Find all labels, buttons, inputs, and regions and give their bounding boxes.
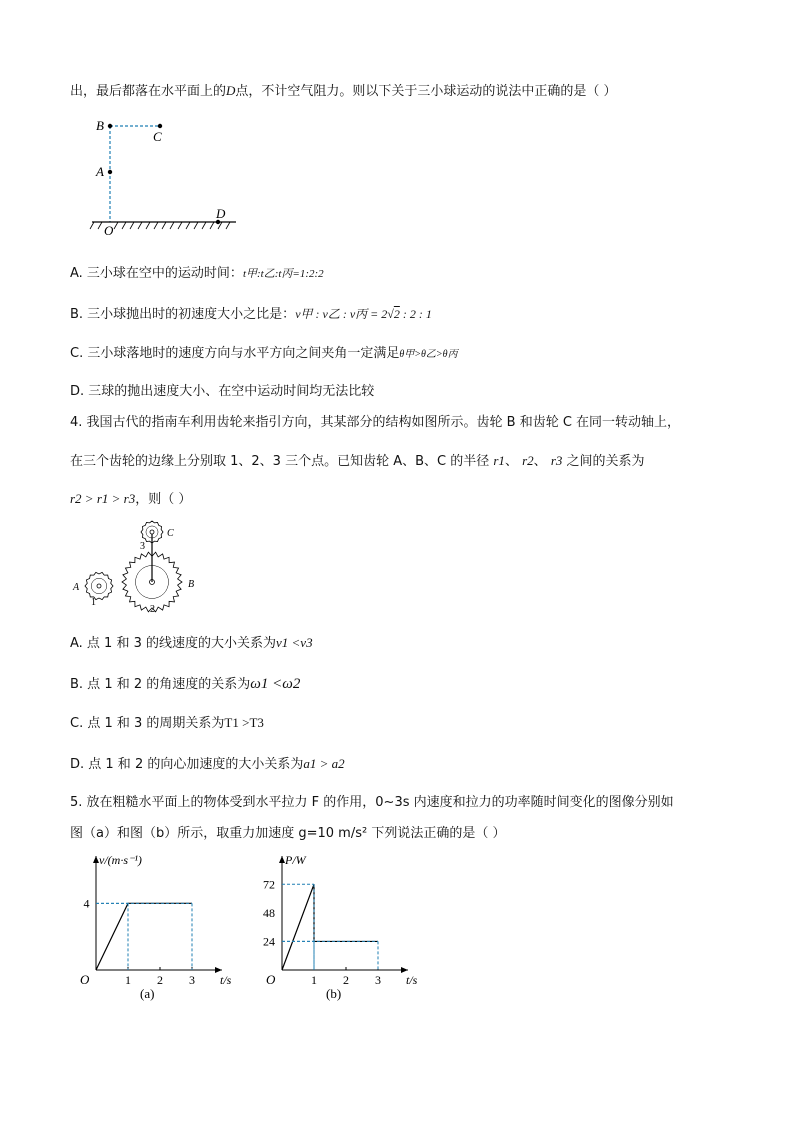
series-line	[282, 884, 378, 970]
q4-r1: r1	[493, 453, 505, 468]
y-tick-label: 24	[263, 934, 275, 949]
q4-option-b-text: B. 点 1 和 2 的角速度的关系为	[70, 677, 251, 692]
gear-a	[85, 572, 113, 599]
q4-option-c-text: C. 点 1 和 3 的周期关系为	[70, 716, 225, 731]
q4-option-c-math: T1 >T3	[224, 715, 264, 730]
gear-label-b: B	[188, 579, 195, 590]
option-a-text: A. 三小球在空中的运动时间：	[70, 266, 243, 281]
q4-option-c[interactable]	[70, 712, 264, 731]
option-b-text: B. 三小球抛出时的初速度大小之比是：	[70, 307, 296, 322]
q4-radius-relation: r2 > r1 > r3	[70, 491, 136, 506]
q3-intro-text-2: 点，不计空气阻力。则以下关于三小球运动的说法中正确的是（ ）	[235, 84, 617, 99]
x-tick-label: 1	[125, 973, 131, 987]
q4-option-d[interactable]	[70, 753, 345, 772]
option-c-text: C. 三小球落地时的速度方向与水平方向之间夹角一定满足	[70, 346, 400, 361]
label-d: D	[216, 206, 226, 221]
x-axis-label: t/s	[220, 973, 232, 987]
chart-a	[72, 852, 242, 1004]
q4-line3-tail: ，则（ ）	[135, 492, 192, 507]
q4-line2	[70, 450, 645, 469]
origin-label: O	[266, 972, 276, 987]
y-axis-label: v/(m·s⁻¹)	[99, 853, 142, 867]
y-tick-label: 72	[263, 877, 275, 892]
q4-option-b-math: ω1 <ω2	[250, 676, 301, 692]
x-tick-label: 3	[375, 973, 381, 987]
y-tick-label: 4	[83, 896, 90, 911]
gear-point-2: 2	[150, 604, 155, 615]
option-b-root: 2	[393, 307, 400, 321]
x-axis-label: t/s	[406, 973, 418, 987]
option-b-math-2: : 2 : 1	[399, 307, 432, 321]
q4-line2-text-2: 之间的关系为	[566, 454, 645, 469]
point-c	[158, 124, 162, 128]
origin-label: O	[80, 972, 90, 987]
q3-figure	[88, 112, 248, 237]
q3-option-a[interactable]	[70, 262, 324, 281]
q3-option-c[interactable]	[70, 342, 458, 361]
q4-gear-figure	[70, 520, 220, 615]
point-b	[108, 124, 112, 128]
gear-point-1: 1	[91, 597, 96, 608]
x-tick-label: 3	[189, 973, 195, 987]
gear-label-c: C	[167, 528, 174, 539]
q5-line2: 图（a）和图（b）所示，取重力加速度 g=10 m/s² 下列说法正确的是（ ）	[70, 826, 506, 841]
x-tick-label: 2	[343, 973, 349, 987]
gear-label-a: A	[73, 582, 80, 593]
x-tick-label: 2	[157, 973, 163, 987]
q4-line1: 4. 我国古代的指南车利用齿轮来指引方向，其某部分的结构如图所示。齿轮 B 和齿轮 C 在同一转动轴上，	[70, 415, 681, 430]
q4-sep2: 、	[533, 454, 547, 469]
q4-option-d-text: D. 点 1 和 2 的向心加速度的大小关系为	[70, 757, 304, 772]
point-a	[108, 170, 112, 174]
x-tick-label: 1	[311, 973, 317, 987]
y-axis-label: P/W	[285, 853, 306, 867]
chart-b	[258, 852, 428, 1004]
chart-caption: (b)	[326, 986, 342, 1001]
chart-caption: (a)	[140, 986, 155, 1001]
q3-intro-point: D	[226, 83, 236, 98]
q4-option-b[interactable]	[70, 673, 300, 693]
series-line	[96, 903, 192, 970]
option-b-math: v甲 : v乙 : v丙 = 2	[295, 307, 388, 321]
q4-r3: r3	[550, 453, 563, 468]
gear-point-3: 3	[140, 541, 145, 552]
option-d-text: D. 三球的抛出速度大小、在空中运动时间均无法比较	[70, 384, 375, 399]
q4-r2: r2	[522, 453, 534, 468]
q4-option-d-math: a1 > a2	[303, 756, 345, 771]
y-tick-label: 48	[263, 905, 275, 920]
option-c-math: θ甲>θ乙>θ丙	[399, 349, 458, 360]
q4-line3	[70, 488, 191, 507]
q4-option-a-text: A. 点 1 和 3 的线速度的大小关系为	[70, 636, 277, 651]
label-o: O	[104, 223, 114, 237]
q3-intro	[70, 80, 617, 99]
q3-option-d[interactable]	[70, 380, 374, 399]
q5-line1: 5. 放在粗糙水平面上的物体受到水平拉力 F 的作用，0~3s 内速度和拉力的功率随时间变化的图像分别如	[70, 795, 674, 810]
q4-line2-text: 在三个齿轮的边缘上分别取 1、2、3 三个点。已知齿轮 A、B、C 的半径	[70, 454, 490, 469]
q4-option-a-math: v1 <v3	[276, 635, 313, 650]
label-c: C	[153, 129, 162, 144]
label-b: B	[96, 118, 104, 133]
option-a-math: t甲:t乙:t丙=1:2:2	[242, 268, 324, 280]
q4-option-a[interactable]	[70, 632, 313, 651]
label-a: A	[96, 164, 104, 179]
q3-intro-text: 出，最后都落在水平面上的	[70, 84, 227, 99]
q3-option-b[interactable]: B. 三小球抛出时的初速度大小之比是：v甲 : v乙 : v丙 = 2√2 : 2 : 1	[70, 307, 432, 322]
q4-sep1: 、	[504, 454, 518, 469]
